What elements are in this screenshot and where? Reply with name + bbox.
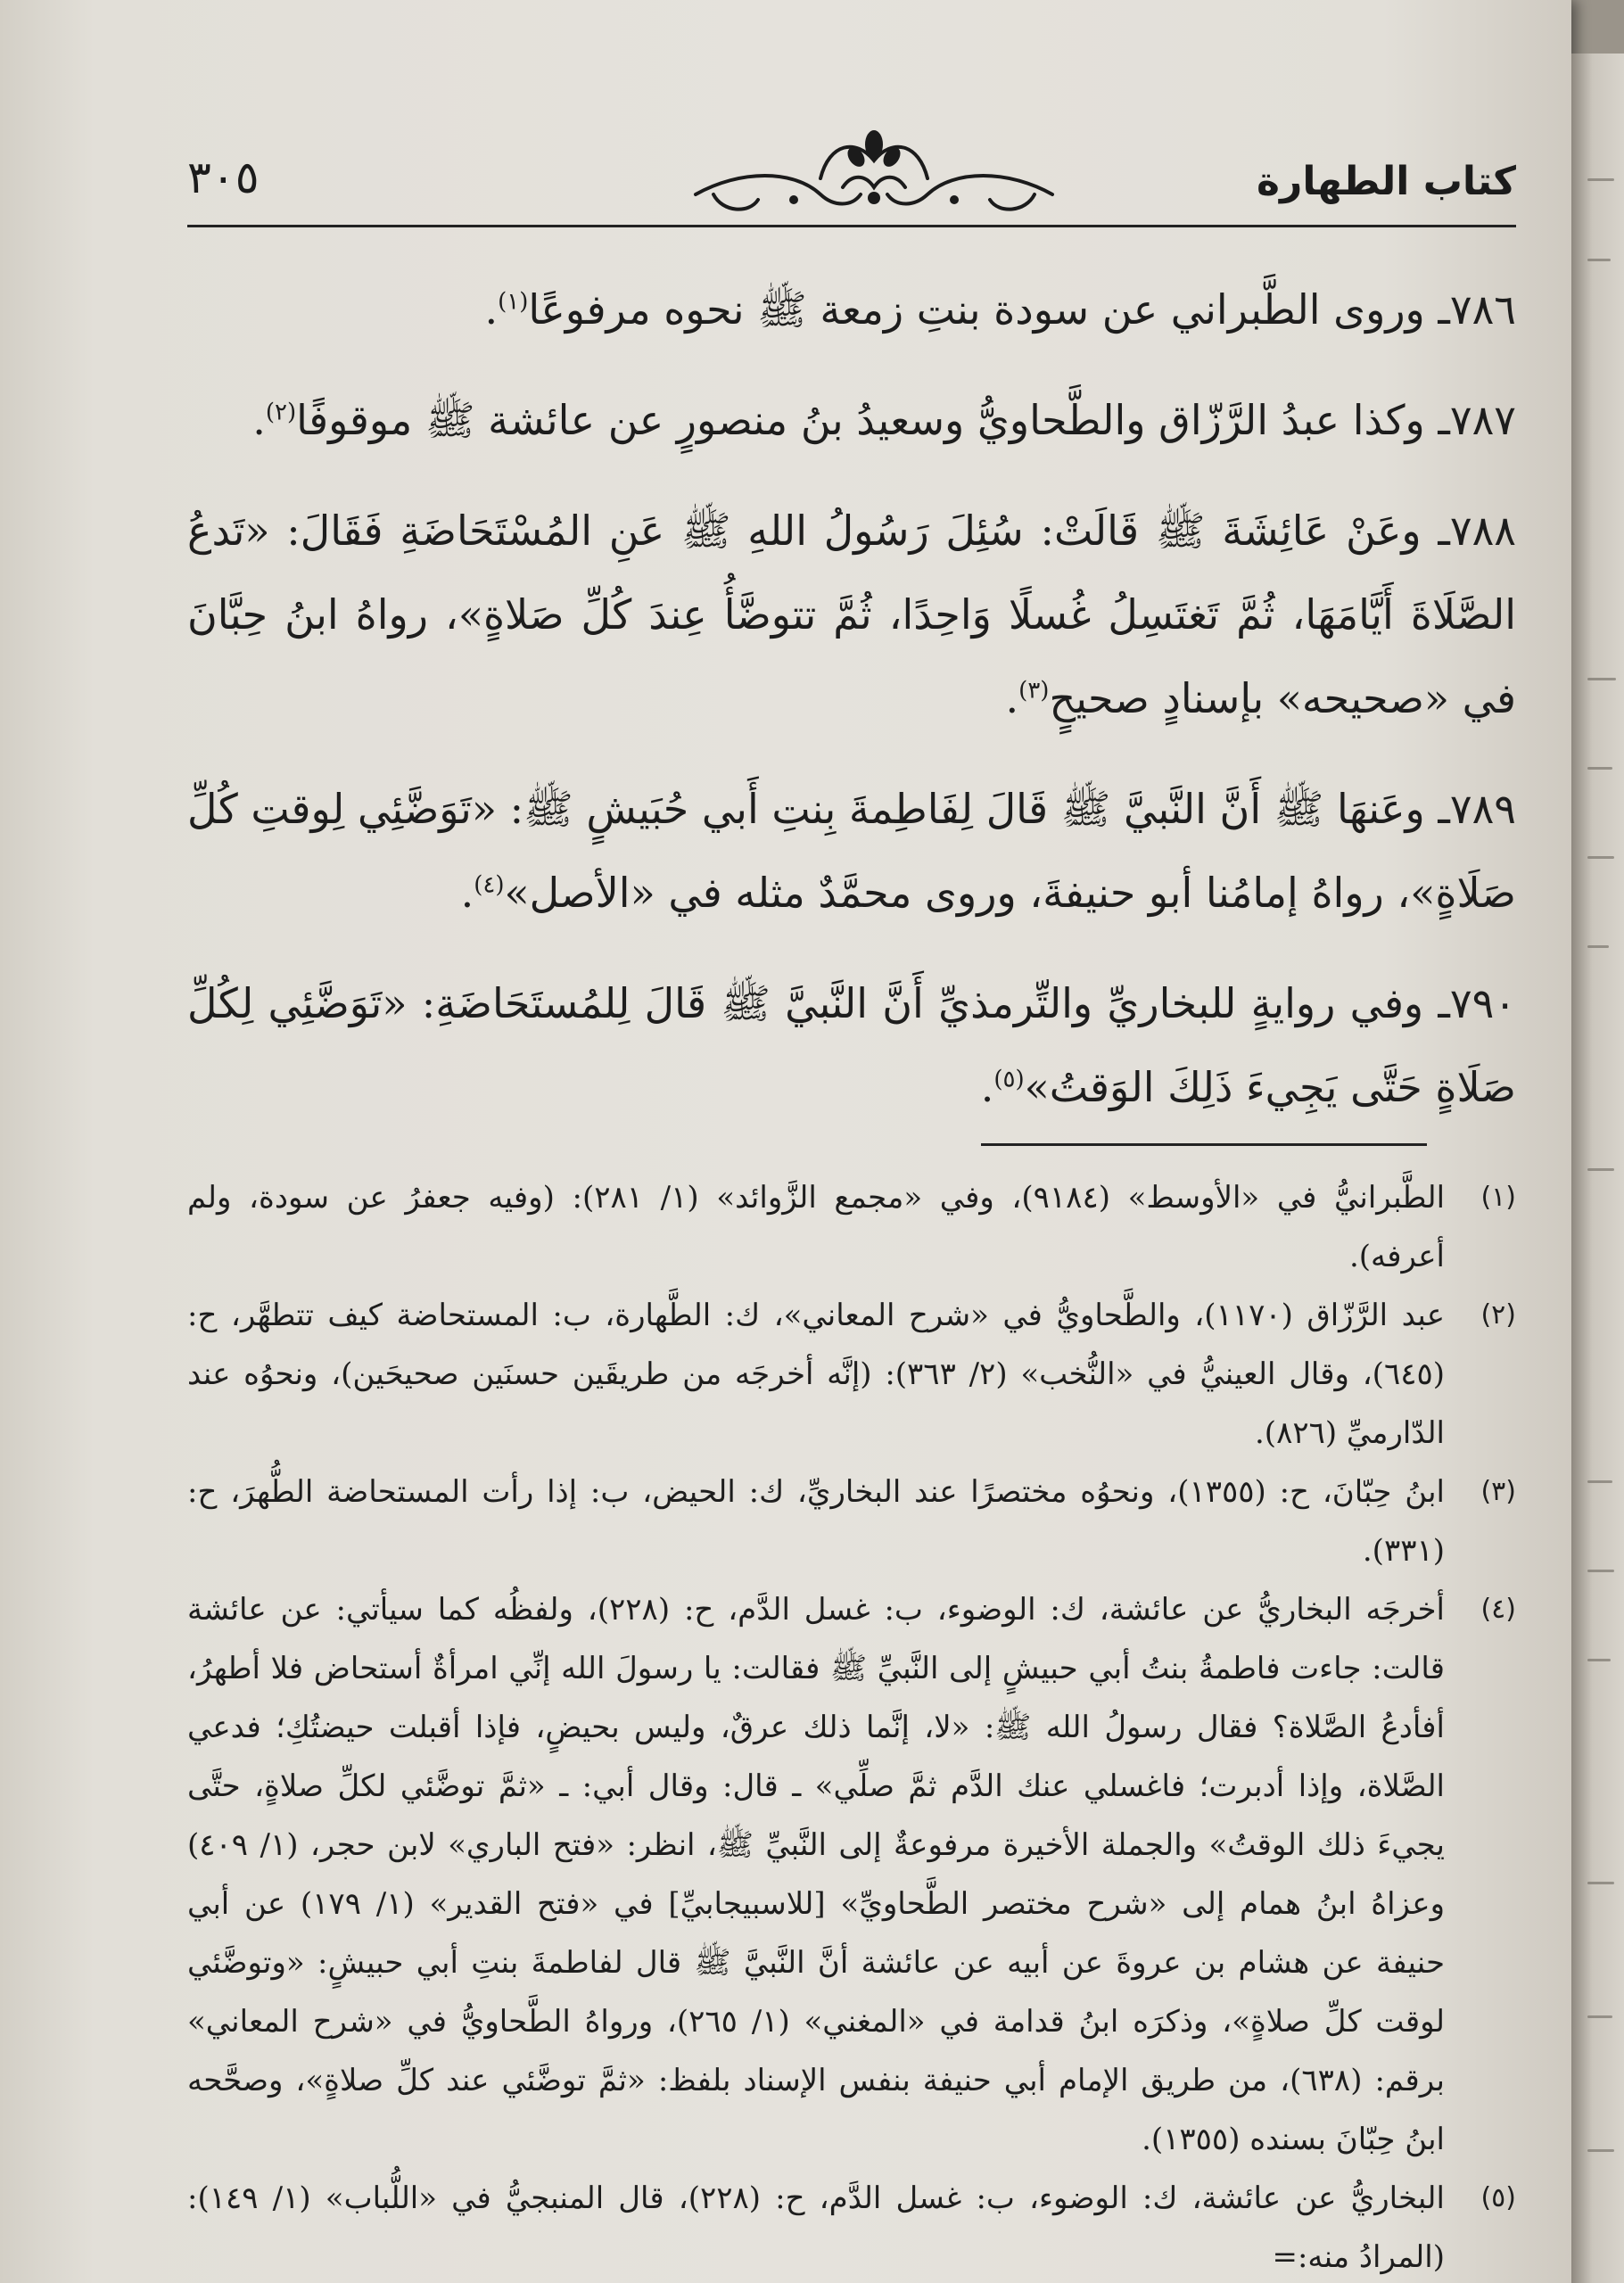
edge-text-mark	[1587, 1480, 1612, 1483]
header-ornament-icon	[687, 125, 1061, 223]
hadith-789: ٧٨٩ـ وعَنهَا ﷺ أَنَّ النَّبيَّ ﷺ قَالَ لِفَاطِمةَ بِنتِ أَبي حُبَيشٍ ﷺ: «تَوَضَّئِي لِوقتِ كُلِّ صَلَاةٍ»، رواهُ إمامُنا أبو حنيفةَ، وروى محمَّدٌ مثله في «الأصل»$^{(٤)}$.	[187, 785, 1517, 917]
footnote-label: (٤)	[1480, 1594, 1516, 1625]
footnote-2	[187, 1286, 1516, 1463]
hadith-number: ٧٨٦	[1449, 285, 1516, 334]
footnote-label: (٥)	[1480, 2182, 1516, 2213]
footnote-ref: (٣)	[1018, 677, 1050, 705]
edge-text-mark	[1587, 1570, 1614, 1572]
hadith-number: ٧٨٩	[1449, 785, 1517, 833]
footnote-text: عبد الرَّزّاق (١١٧٠)، والطَّحاويُّ في «شرح المعاني»، ك: الطَّهارة، ب: المستحاضة كيف تتطهَّر، ح: (٦٤٥)، وقال العينيُّ في «النُّخب» (٢/ ٣٦٣): (إنَّه أخرجَه من طريقَين حسنَين صحيحَين)، ونحوُه عند الدّارميِّ (٨٢٦).	[187, 1298, 1446, 1451]
edge-text-mark	[1587, 2149, 1614, 2152]
hadith-787: ٧٨٧ـ وكذا عبدُ الرَّزّاق والطَّحاويُّ وسعيدُ بنُ منصورٍ عن عائشة ﷺ موقوفًا$^{(٢)}$.	[252, 396, 1516, 444]
footnote-text: البخاريُّ عن عائشة، ك: الوضوء، ب: غسل الدَّم، ح: (٢٢٨)، قال المنبجيُّ في «اللُّباب» (١/ ١٤٩): (المرادُ منه:=	[187, 2180, 1445, 2275]
hadith-end: .	[252, 396, 266, 444]
hadith-end: .	[460, 869, 474, 917]
hadith-number: ٧٩٠	[1449, 979, 1517, 1027]
hadith-number: ٧٨٧	[1449, 396, 1516, 444]
edge-text-mark	[1587, 2015, 1612, 2018]
footnote-ref: (٥)	[993, 1066, 1025, 1093]
edge-text-mark	[1587, 767, 1612, 770]
footnote-text: أخرجَه البخاريُّ عن عائشة، ك: الوضوء، ب: غسل الدَّم، ح: (٢٢٨)، ولفظُه كما سيأتي: عن عائشة قالت: جاءت فاطمةُ بنتُ أبي حبيشٍ إلى النَّبيِّ ﷺ فقالت: يا رسولَ الله إنِّي امرأةٌ أستحاض فلا أطهرُ، أفأدعُ الصَّلاة؟ فقال رسولُ الله ﷺ: «لا، إنَّما ذلك عرقٌ، وليس بحيضٍ، فإذا أقبلت حيضتُكِ؛ فدعي الصَّلاة، وإذا أدبرت؛ فاغسلي عنك الدَّم ثمَّ صلِّي» ـ قال: وقال أبي: ـ «ثمَّ توضَّئي لكلِّ صلاةٍ، حتَّى يجيءَ ذلك الوقتُ» والجملة الأخيرة مرفوعةٌ إلى النَّبيِّ ﷺ، انظر: «فتح الباري» لابن حجر، (١/ ٤٠٩) وعزاهُ ابنُ همام إلى «شرح مختصر الطَّحاويِّ» [للاسبيجابيِّ] في «فتح القدير» (١/ ١٧٩) عن أبي حنيفة عن هشام بن عروةَ عن أبيه عن عائشة أنَّ النَّبيَّ ﷺ قال لفاطمةَ بنتِ أبي حبيشٍ: «وتوضَّئي لوقت كلِّ صلاةٍ»، وذكرَه ابنُ قدامة في «المغني» (١/ ٢٦٥)، ورواهُ الطَّحاويُّ في «شرح المعاني» برقم: (٦٣٨)، من طريق الإمام أبي حنيفة بنفس الإسناد بلفظ: «ثمَّ توضَّئي عند كلِّ صلاةٍ»، وصحَّحه ابنُ حِبّانَ بسنده (١٣٥٥).	[187, 1592, 1446, 2157]
edge-text-mark	[1587, 1168, 1614, 1171]
hadith-790: ٧٩٠ـ وفي روايةٍ للبخاريِّ والتِّرمذيِّ أَنَّ النَّبيَّ ﷺ قَالَ لِلمُستَحَاضَةِ: «تَوَضَّئِي لِكُلِّ صَلَاةٍ حَتَّى يَجِيءَ ذَلِكَ الوَقتُ»$^{(٥)}$.	[187, 979, 1517, 1111]
footnote-text: الطَّبرانيُّ في «الأوسط» (٩١٨٤)، وفي «مجمع الزَّوائد» (١/ ٢٨١): (وفيه جعفرُ عن سودة، ولم أعرفه).	[187, 1180, 1446, 1274]
edge-text-mark	[1587, 945, 1609, 948]
hadith-text: وفي روايةٍ للبخاريِّ والتِّرمذيِّ أَنَّ النَّبيَّ ﷺ قَالَ لِلمُستَحَاضَةِ: «تَوَضَّئِي لِكُلِّ صَلَاةٍ حَتَّى يَجِيءَ ذَلِكَ الوَقتُ»	[187, 979, 1516, 1111]
hadith-788: ٧٨٨ـ وعَنْ عَائِشَةَ ﷺ قَالَتْ: سُئِلَ رَسُولُ اللهِ ﷺ عَنِ المُسْتَحَاضَةِ فَقَالَ: «تَدعُ الصَّلَاةَ أَيَّامَهَا، ثُمَّ تَغتَسِلُ غُسلًا وَاحِدًا، ثُمَّ تتوضَّأُ عِندَ كُلِّ صَلاةٍ»، رواهُ ابنُ حِبَّانَ في «صحيحه» بإسنادٍ صحيحٍ$^{(٣)}$.	[187, 507, 1516, 722]
footnote-label: (١)	[1480, 1182, 1516, 1213]
footnote-text: ابنُ حِبّانَ، ح: (١٣٥٥)، ونحوُه مختصرًا عند البخاريِّ، ك: الحيض، ب: إذا رأت المستحاضة الطُّهرَ، ح: (٣٣١).	[187, 1474, 1445, 1569]
footnotes	[187, 1168, 1516, 2283]
main-text	[187, 268, 1516, 1156]
footnote-label: (٣)	[1480, 1476, 1516, 1507]
footnote-1	[187, 1168, 1516, 1286]
hadith-end: .	[484, 285, 499, 334]
footnote-4	[187, 1580, 1516, 2169]
hadith-text: وروى الطَّبراني عن سودة بنتِ زمعة ﷺ نحوه مرفوعًا	[528, 285, 1425, 334]
footnote-3	[187, 1463, 1516, 1580]
footnote-ref: (٤)	[474, 871, 505, 899]
hadith-end: .	[980, 1063, 994, 1111]
header-rule	[187, 225, 1516, 227]
edge-text-mark	[1587, 259, 1611, 261]
hadith-text: وعَنهَا ﷺ أَنَّ النَّبيَّ ﷺ قَالَ لِفَاطِمةَ بِنتِ أَبي حُبَيشٍ ﷺ: «تَوَضَّئِي لِوقتِ كُلِّ صَلَاةٍ»، رواهُ إمامُنا أبو حنيفةَ، وروى محمَّدٌ مثله في «الأصل»	[187, 785, 1516, 917]
hadith-text: وعَنْ عَائِشَةَ ﷺ قَالَتْ: سُئِلَ رَسُولُ اللهِ ﷺ عَنِ المُسْتَحَاضَةِ فَقَالَ: «تَدعُ الصَّلَاةَ أَيَّامَهَا، ثُمَّ تَغتَسِلُ غُسلًا وَاحِدًا، ثُمَّ تتوضَّأُ عِندَ كُلِّ صَلاةٍ»، رواهُ ابنُ حِبَّانَ في «صحيحه» بإسنادٍ صحيحٍ	[187, 507, 1516, 722]
edge-text-mark	[1587, 856, 1614, 859]
page-number: ٣٠٥	[187, 152, 260, 203]
footnote-label: (٢)	[1480, 1299, 1516, 1331]
hadith-text: وكذا عبدُ الرَّزّاق والطَّحاويُّ وسعيدُ بنُ منصورٍ عن عائشة ﷺ موقوفًا	[296, 396, 1425, 444]
hadith-end: .	[1005, 674, 1019, 722]
adjacent-page-edge	[1571, 54, 1624, 2283]
edge-text-mark	[1587, 178, 1614, 181]
footnote-5	[187, 2169, 1516, 2283]
running-title: كتاب الطهارة	[1257, 159, 1516, 204]
page-header	[187, 125, 1516, 232]
footnote-ref: (٢)	[265, 399, 297, 426]
edge-text-mark	[1587, 1882, 1614, 1884]
hadith-number: ٧٨٨	[1449, 507, 1516, 555]
edge-text-mark	[1587, 678, 1616, 680]
footnote-ref: (١)	[498, 288, 529, 316]
hadith-786: ٧٨٦ـ وروى الطَّبراني عن سودة بنتِ زمعة ﷺ نحوه مرفوعًا$^{(١)}$.	[484, 285, 1516, 334]
footnote-separator	[981, 1143, 1427, 1146]
edge-text-mark	[1587, 1659, 1611, 1661]
